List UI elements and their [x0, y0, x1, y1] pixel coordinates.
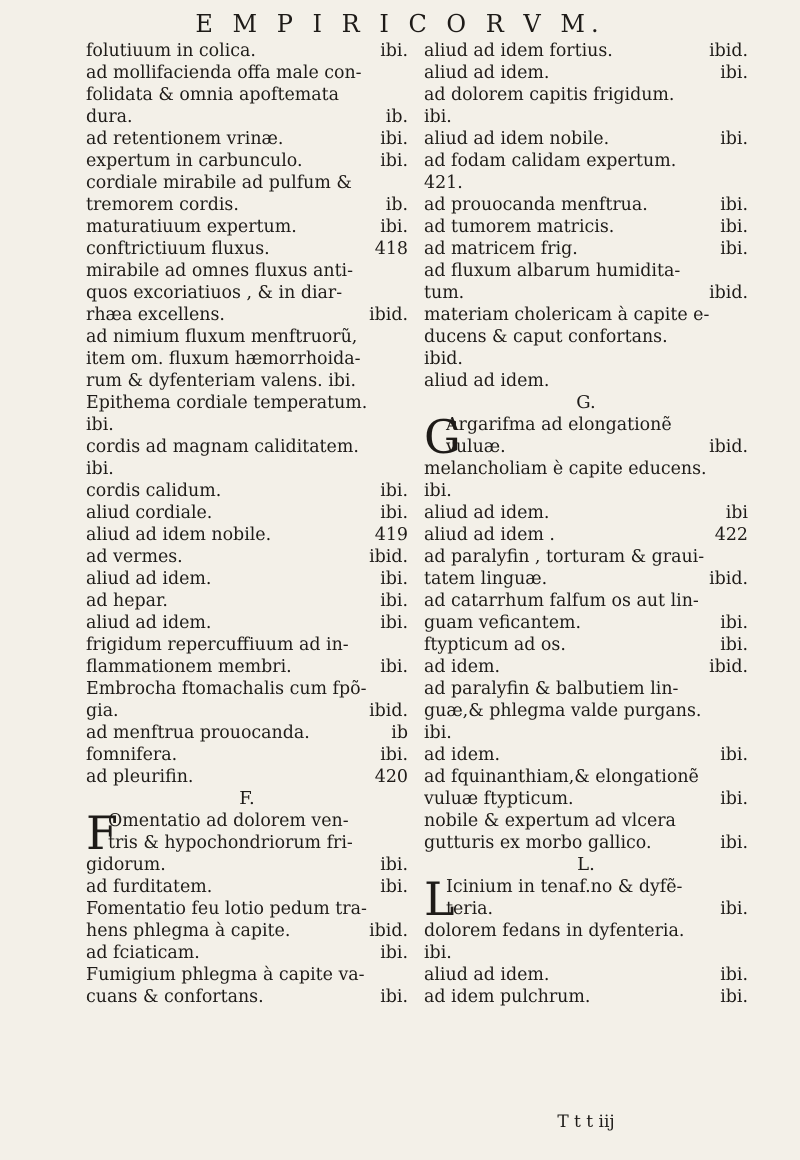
entry-page-ref: ibi.	[380, 657, 408, 677]
entry-page-ref: 419	[374, 525, 408, 545]
entry-text: folidata & omnia apoftemata	[86, 85, 339, 105]
index-entry	[86, 524, 408, 546]
entry-text: cuans & confortans.	[86, 987, 264, 1007]
entry-text: 421.	[424, 173, 463, 193]
entry-page-ref: ibi.	[720, 745, 748, 765]
index-entry	[424, 678, 748, 700]
index-entry	[424, 216, 748, 238]
entry-page-ref: ibi.	[380, 987, 408, 1007]
index-entry	[424, 348, 748, 370]
index-entry	[424, 942, 748, 964]
entry-page-ref: ibi.	[720, 635, 748, 655]
entry-text: ad idem.	[424, 657, 501, 677]
entry-text: tatem linguæ.	[424, 569, 548, 589]
index-entry	[424, 744, 748, 766]
entry-text: hens phlegma à capite.	[86, 921, 291, 941]
index-entry	[424, 62, 748, 84]
index-entry	[424, 986, 748, 1008]
entry-text: cordis calidum.	[86, 481, 222, 501]
entry-text: flammationem membri.	[86, 657, 292, 677]
entry-text: ad pleurifin.	[86, 767, 194, 787]
entry-text: ad menftrua prouocanda.	[86, 723, 310, 743]
index-entry	[86, 502, 408, 524]
entry-text: aliud ad idem.	[424, 965, 550, 985]
drop-cap-initial: L	[424, 872, 455, 926]
entry-text: aliud ad idem nobile.	[86, 525, 272, 545]
index-entry	[424, 392, 748, 414]
entry-page-ref: ibi.	[380, 503, 408, 523]
index-entry	[424, 370, 748, 392]
entry-text: gutturis ex morbo gallico.	[424, 833, 652, 853]
index-entry	[86, 304, 408, 326]
entry-text: ad fodam calidam expertum.	[424, 151, 677, 171]
index-entry	[424, 700, 748, 722]
index-entry	[86, 898, 408, 920]
entry-page-ref: ibi.	[380, 129, 408, 149]
entry-text: ibi.	[424, 107, 452, 127]
entry-page-ref: ibi.	[380, 943, 408, 963]
entry-page-ref: ibid.	[709, 437, 748, 457]
entry-page-ref: ibi.	[720, 987, 748, 1007]
entry-text: ibid.	[424, 349, 463, 369]
entry-text: Fumigium phlegma à capite va-	[86, 965, 365, 985]
entry-text: materiam cholericam à capite e-	[424, 305, 710, 325]
index-entry	[424, 436, 748, 458]
index-entry	[424, 546, 748, 568]
index-entry	[424, 172, 748, 194]
index-entry	[86, 84, 408, 106]
entry-text: dolorem fedans in dyfenteria.	[424, 921, 685, 941]
entry-page-ref: ibi	[725, 503, 748, 523]
index-entry	[424, 194, 748, 216]
index-entry	[86, 436, 408, 458]
entry-text: aliud ad idem .	[424, 525, 555, 545]
entry-text: tremorem cordis.	[86, 195, 239, 215]
index-entry	[424, 898, 748, 920]
entry-text: ad retentionem vrinæ.	[86, 129, 284, 149]
entry-text: ad vermes.	[86, 547, 183, 567]
index-entry	[86, 326, 408, 348]
index-entry	[86, 150, 408, 172]
entry-text: ad paralyfin & balbutiem lin-	[424, 679, 679, 699]
index-entry	[424, 854, 748, 876]
index-entry	[86, 414, 408, 436]
index-entry	[424, 84, 748, 106]
index-entry	[86, 458, 408, 480]
index-entry	[86, 568, 408, 590]
index-entry	[86, 876, 408, 898]
right-column	[424, 40, 748, 1008]
entry-page-ref: ibi.	[380, 745, 408, 765]
entry-text: ad furditatem.	[86, 877, 213, 897]
index-entry	[86, 370, 408, 392]
section-letter: L.	[577, 854, 595, 875]
index-entry	[424, 722, 748, 744]
index-entry	[424, 150, 748, 172]
entry-page-ref: ibi.	[380, 217, 408, 237]
entry-text: aliud ad idem.	[424, 371, 550, 391]
index-entry	[424, 568, 748, 590]
index-entry	[86, 480, 408, 502]
entry-text: ad fquinanthiam,& elongationẽ	[424, 767, 699, 787]
entry-page-ref: ibi.	[720, 613, 748, 633]
entry-text: Epithema cordiale temperatum.	[86, 393, 368, 413]
index-entry	[424, 634, 748, 656]
index-entry	[86, 348, 408, 370]
entry-page-ref: ibi.	[380, 41, 408, 61]
entry-page-ref: ibid.	[709, 283, 748, 303]
entry-page-ref: ibi.	[380, 855, 408, 875]
index-entry	[86, 590, 408, 612]
index-entry	[86, 260, 408, 282]
entry-page-ref: ibi.	[720, 129, 748, 149]
entry-text: item om. fluxum hæmorrhoida-	[86, 349, 361, 369]
entry-page-ref: ibid.	[709, 657, 748, 677]
drop-cap-initial: G	[424, 410, 461, 464]
index-entry	[424, 326, 748, 348]
entry-text: ad catarrhum falfum os aut lin-	[424, 591, 699, 611]
index-entry	[424, 40, 748, 62]
entry-text: aliud ad idem.	[424, 503, 550, 523]
index-entry	[86, 392, 408, 414]
index-entry	[424, 106, 748, 128]
index-entry	[86, 128, 408, 150]
index-entry	[424, 524, 748, 546]
entry-text: rum & dyfenteriam valens. ibi.	[86, 371, 356, 391]
entry-text: gidorum.	[86, 855, 166, 875]
entry-text: aliud ad idem.	[86, 613, 212, 633]
index-entry	[86, 172, 408, 194]
entry-text: aliud ad idem fortius.	[424, 41, 613, 61]
index-entry	[424, 282, 748, 304]
entry-text: ibi.	[424, 723, 452, 743]
index-entry	[86, 546, 408, 568]
index-entry	[86, 854, 408, 876]
entry-page-ref: ibi.	[380, 569, 408, 589]
entry-text: Embrocha ftomachalis cum fpõ-	[86, 679, 367, 699]
entry-text: cordis ad magnam caliditatem.	[86, 437, 359, 457]
index-entry	[424, 964, 748, 986]
index-entry	[86, 700, 408, 722]
index-entry	[86, 194, 408, 216]
entry-text: ad dolorem capitis frigidum.	[424, 85, 675, 105]
entry-text: ad mollifacienda offa male con-	[86, 63, 362, 83]
entry-text: ducens & caput confortans.	[424, 327, 668, 347]
entry-page-ref: ibi.	[720, 195, 748, 215]
entry-text: mirabile ad omnes fluxus anti-	[86, 261, 353, 281]
index-entry	[424, 304, 748, 326]
entry-text: nobile & expertum ad vlcera	[424, 811, 676, 831]
entry-text: vuluæ ftypticum.	[424, 789, 574, 809]
entry-page-ref: ibid.	[369, 921, 408, 941]
index-entry	[424, 920, 748, 942]
entry-page-ref: 420	[374, 767, 408, 787]
entry-page-ref: ibi.	[720, 833, 748, 853]
entry-page-ref: 418	[374, 239, 408, 259]
index-entry	[86, 986, 408, 1008]
index-entry	[86, 634, 408, 656]
drop-cap-initial: F	[86, 806, 118, 860]
left-column	[86, 40, 408, 1008]
entry-text: Omentatio ad dolorem ven-	[108, 811, 349, 831]
index-entry	[424, 260, 748, 282]
index-entry	[424, 238, 748, 260]
entry-text: gia.	[86, 701, 119, 721]
entry-text: vuluæ.	[446, 437, 506, 457]
entry-text: melancholiam è capite educens.	[424, 459, 707, 479]
index-entry	[86, 920, 408, 942]
entry-page-ref: ibi.	[380, 481, 408, 501]
entry-text: aliud ad idem.	[424, 63, 550, 83]
entry-text: ad fluxum albarum humidita-	[424, 261, 681, 281]
entry-page-ref: ibi.	[380, 591, 408, 611]
entry-text: cordiale mirabile ad pulfum &	[86, 173, 352, 193]
index-entry	[424, 502, 748, 524]
entry-page-ref: ibi.	[380, 613, 408, 633]
section-letter: G.	[576, 392, 596, 413]
index-entry	[86, 964, 408, 986]
entry-text: ad matricem frig.	[424, 239, 578, 259]
entry-page-ref: ib.	[385, 195, 408, 215]
index-entry	[86, 106, 408, 128]
entry-page-ref: ibid.	[369, 305, 408, 325]
index-entry	[424, 766, 748, 788]
index-entry	[424, 480, 748, 502]
entry-page-ref: 422	[714, 525, 748, 545]
entry-page-ref: ibid.	[369, 547, 408, 567]
entry-page-ref: ibi.	[720, 789, 748, 809]
entry-text: tum.	[424, 283, 465, 303]
entry-page-ref: ibi.	[720, 899, 748, 919]
entry-text: dura.	[86, 107, 133, 127]
running-head: E M P I R I C O R V M.	[195, 10, 605, 38]
index-entry	[424, 810, 748, 832]
index-entry	[86, 612, 408, 634]
entry-text: conftrictiuum fluxus.	[86, 239, 270, 259]
index-entry	[86, 678, 408, 700]
entry-text: maturatiuum expertum.	[86, 217, 297, 237]
index-entry	[86, 40, 408, 62]
section-letter: F.	[239, 788, 255, 809]
entry-text: guæ,& phlegma valde purgans.	[424, 701, 702, 721]
index-entry	[86, 942, 408, 964]
entry-text: expertum in carbunculo.	[86, 151, 303, 171]
index-entry	[424, 788, 748, 810]
entry-text: ad hepar.	[86, 591, 168, 611]
entry-page-ref: ibi.	[720, 239, 748, 259]
index-entry	[424, 458, 748, 480]
entry-page-ref: ibid.	[709, 41, 748, 61]
entry-page-ref: ibi.	[720, 217, 748, 237]
entry-text: tris & hypochondriorum fri-	[108, 833, 353, 853]
entry-text: ad idem pulchrum.	[424, 987, 591, 1007]
entry-text: ibi.	[424, 481, 452, 501]
entry-text: ad prouocanda menftrua.	[424, 195, 648, 215]
entry-text: ad tumorem matricis.	[424, 217, 615, 237]
entry-text: aliud cordiale.	[86, 503, 213, 523]
entry-text: aliud ad idem nobile.	[424, 129, 610, 149]
index-entry	[424, 128, 748, 150]
entry-page-ref: ib	[391, 723, 408, 743]
index-entry	[86, 766, 408, 788]
index-entry	[86, 282, 408, 304]
index-entry	[424, 656, 748, 678]
entry-text: ad nimium fluxum menftruorũ,	[86, 327, 358, 347]
entry-text: fomnifera.	[86, 745, 178, 765]
entry-page-ref: ibi.	[720, 63, 748, 83]
entry-text: ibi.	[86, 459, 114, 479]
entry-text: Icinium in tenaf.no & dyfẽ-	[446, 877, 683, 897]
entry-page-ref: ibid.	[709, 569, 748, 589]
entry-text: ibi.	[86, 415, 114, 435]
index-entry	[424, 612, 748, 634]
index-entry	[86, 62, 408, 84]
entry-text: Argarifma ad elongationẽ	[446, 415, 672, 435]
entry-text: quos excoriatiuos , & in diar-	[86, 283, 343, 303]
index-entry	[424, 832, 748, 854]
index-entry	[86, 238, 408, 260]
entry-text: folutiuum in colica.	[86, 41, 256, 61]
entry-page-ref: ib.	[385, 107, 408, 127]
index-entry	[86, 216, 408, 238]
entry-text: ftypticum ad os.	[424, 635, 566, 655]
entry-page-ref: ibi.	[720, 965, 748, 985]
entry-page-ref: ibid.	[369, 701, 408, 721]
entry-page-ref: ibi.	[380, 877, 408, 897]
index-entry	[86, 744, 408, 766]
entry-text: ad idem.	[424, 745, 501, 765]
entry-text: frigidum repercuffiuum ad in-	[86, 635, 349, 655]
entry-text: ad fciaticam.	[86, 943, 200, 963]
entry-text: rhæa excellens.	[86, 305, 225, 325]
entry-text: guam veficantem.	[424, 613, 582, 633]
index-entry	[86, 788, 408, 810]
index-entry	[86, 656, 408, 678]
entry-text: ibi.	[424, 943, 452, 963]
entry-text: Fomentatio feu lotio pedum tra-	[86, 899, 367, 919]
signature-mark: T t t iij	[557, 1112, 615, 1132]
entry-text: aliud ad idem.	[86, 569, 212, 589]
index-entry	[424, 590, 748, 612]
entry-text: teria.	[446, 899, 494, 919]
index-entry	[86, 832, 408, 854]
entry-page-ref: ibi.	[380, 151, 408, 171]
index-entry	[86, 722, 408, 744]
entry-text: ad paralyfin , torturam & graui-	[424, 547, 705, 567]
